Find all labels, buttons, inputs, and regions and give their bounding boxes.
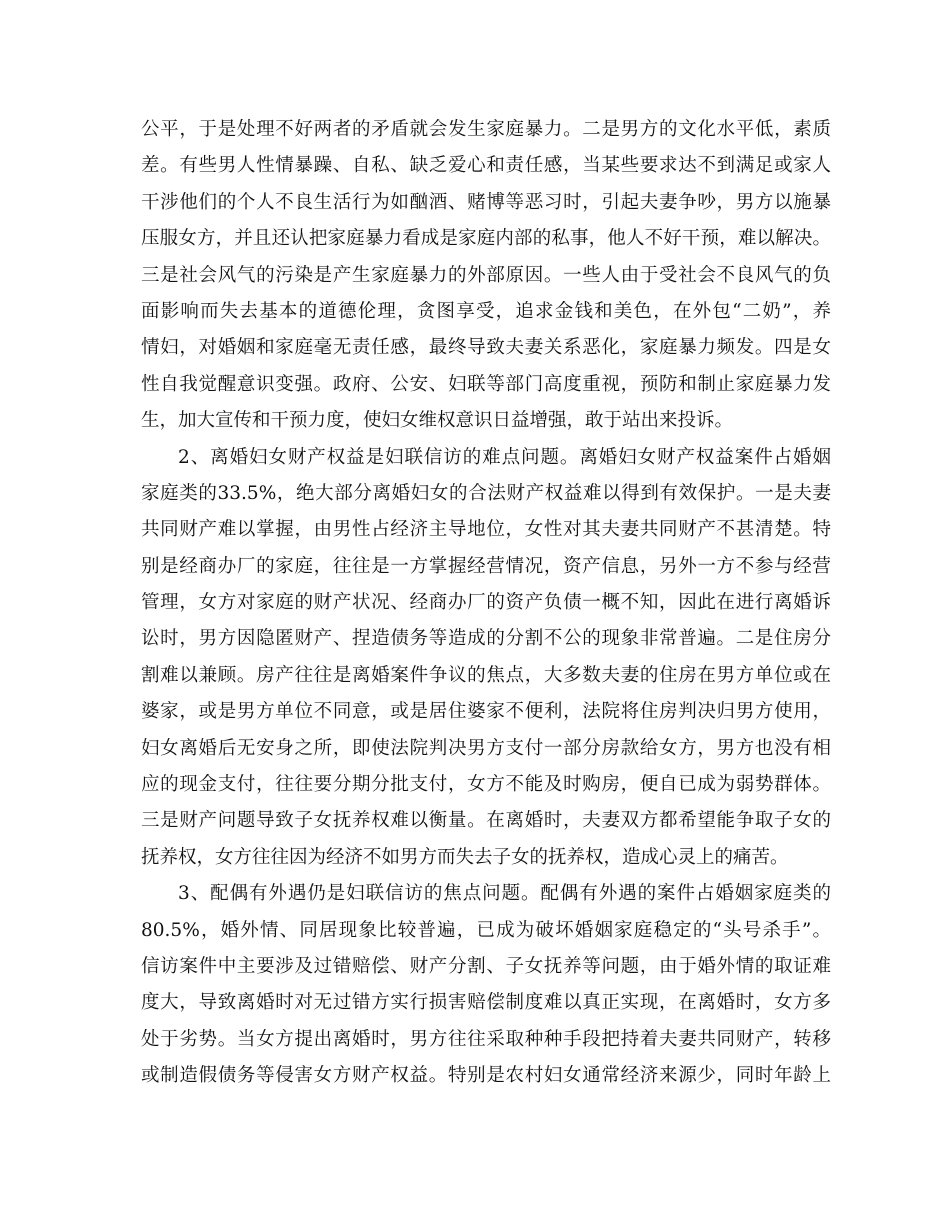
text-line: 家庭类的33.5%，绝大部分离婚妇女的合法财产权益难以得到有效保护。一是夫妻 xyxy=(141,482,831,504)
text-line: 差。有些男人性情暴躁、自私、缺乏爱心和责任感，当某些要求达不到满足或家人 xyxy=(141,155,831,177)
text-line: 三是财产问题导致子女抚养权难以衡量。在离婚时，夫妻双方都希望能争取子女的 xyxy=(141,810,831,832)
body-text xyxy=(141,112,831,1095)
text-line: 2、离婚妇女财产权益是妇联信访的难点问题。离婚妇女财产权益案件占婚姻 xyxy=(178,446,831,468)
text-line: 80.5%，婚外情、同居现象比较普遍，已成为破坏婚姻家庭稳定的“头号杀手”。 xyxy=(141,919,831,941)
text-line: 情妇，对婚姻和家庭毫无责任感，最终导致夫妻关系恶化，家庭暴力频发。四是女 xyxy=(141,337,831,359)
text-line: 干涉他们的个人不良生活行为如酗酒、赌博等恶习时，引起夫妻争吵，男方以施暴 xyxy=(141,191,831,213)
text-line: 公平，于是处理不好两者的矛盾就会发生家庭暴力。二是男方的文化水平低，素质 xyxy=(141,119,831,140)
text-line: 共同财产难以掌握，由男性占经济主导地位，女性对其夫妻共同财产不甚清楚。特 xyxy=(141,519,831,541)
text-line: 别是经商办厂的家庭，往往是一方掌握经营情况，资产信息，另外一方不参与经营 xyxy=(141,555,831,577)
text-line: 处于劣势。当女方提出离婚时，男方往往采取种种手段把持着夫妻共同财产，转移 xyxy=(141,1028,831,1050)
text-line: 抚养权，女方往往因为经济不如男方而失去子女的抚养权，造成心灵上的痛苦。 xyxy=(141,846,789,868)
text-line: 3、配偶有外遇仍是妇联信访的焦点问题。配偶有外遇的案件占婚姻家庭类的 xyxy=(178,883,831,905)
text-line: 面影响而失去基本的道德伦理，贪图享受，追求金钱和美色，在外包“二奶”，养 xyxy=(141,300,831,322)
text-line: 三是社会风气的污染是产生家庭暴力的外部原因。一些人由于受社会不良风气的负 xyxy=(141,264,831,286)
text-line: 信访案件中主要涉及过错赔偿、财产分割、子女抚养等问题，由于婚外情的取证难 xyxy=(141,955,831,977)
text-line: 管理，女方对家庭的财产状况、经商办厂的资产负债一概不知，因此在进行离婚诉 xyxy=(141,592,831,614)
text-line: 婆家，或是男方单位不同意，或是居住婆家不便利，法院将住房判决归男方使用， xyxy=(141,701,831,723)
text-line: 度大，导致离婚时对无过错方实行损害赔偿制度难以真正实现，在离婚时，女方多 xyxy=(141,992,831,1014)
text-line: 妇女离婚后无安身之所，即使法院判决男方支付一部分房款给女方，男方也没有相 xyxy=(141,737,831,759)
text-line: 压服女方，并且还认把家庭暴力看成是家庭内部的私事，他人不好干预，难以解决。 xyxy=(141,228,831,250)
text-line: 生，加大宣传和干预力度，使妇女维权意识日益增强，敢于站出来投诉。 xyxy=(141,410,734,432)
text-line: 割难以兼顾。房产往往是离婚案件争议的焦点，大多数夫妻的住房在男方单位或在 xyxy=(141,664,831,686)
text-line: 应的现金支付，往往要分期分批支付，女方不能及时购房，便自已成为弱势群体。 xyxy=(141,774,831,796)
text-line: 讼时，男方因隐匿财产、捏造债务等造成的分割不公的现象非常普遍。二是住房分 xyxy=(141,628,831,650)
text-line: 性自我觉醒意识变强。政府、公安、妇联等部门高度重视，预防和制止家庭暴力发 xyxy=(141,373,831,395)
text-line: 或制造假债务等侵害女方财产权益。特别是农村妇女通常经济来源少，同时年龄上 xyxy=(141,1065,831,1087)
